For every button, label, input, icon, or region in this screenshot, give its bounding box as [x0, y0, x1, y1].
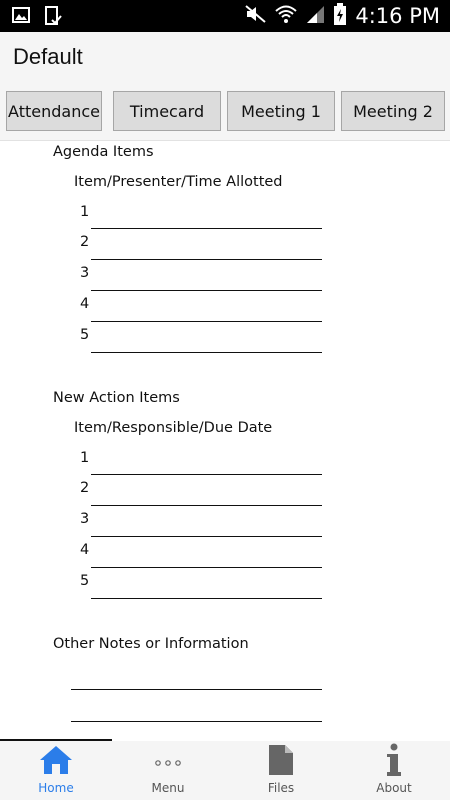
action-number: 4 [80, 542, 90, 558]
meeting-form [0, 141, 450, 739]
action-line-1[interactable] [91, 474, 322, 475]
mute-icon [245, 4, 267, 28]
file-icon [268, 744, 294, 780]
tab-bar [0, 84, 450, 141]
agenda-subtitle: Item/Presenter/Time Allotted [74, 174, 283, 190]
agenda-number: 4 [80, 296, 90, 312]
nav-home-label: Home [38, 781, 74, 795]
bottom-nav [0, 741, 450, 800]
info-icon [386, 743, 402, 781]
nav-home[interactable] [0, 741, 112, 800]
nav-files[interactable] [225, 741, 337, 800]
ellipsis-icon [153, 753, 183, 772]
agenda-line-1[interactable] [91, 228, 322, 229]
notes-line-2[interactable] [71, 721, 322, 722]
page-title: Default [13, 44, 83, 69]
agenda-number: 1 [80, 204, 90, 220]
action-line-3[interactable] [91, 536, 322, 537]
notes-title: Other Notes or Information [53, 636, 249, 652]
action-number: 1 [80, 450, 90, 466]
notes-line-1[interactable] [71, 689, 322, 690]
action-line-2[interactable] [91, 505, 322, 506]
agenda-title: Agenda Items [53, 144, 154, 160]
clock: 4:16 PM [355, 4, 440, 28]
tab-timecard[interactable]: Timecard [113, 91, 221, 131]
agenda-number: 3 [80, 265, 90, 281]
nav-about[interactable] [338, 741, 450, 800]
tab-meeting-1[interactable]: Meeting 1 [227, 91, 335, 131]
battery-charging-icon [333, 3, 347, 29]
app-header [0, 32, 450, 84]
agenda-number: 5 [80, 327, 90, 343]
agenda-line-4[interactable] [91, 321, 322, 322]
image-icon [12, 6, 30, 30]
action-number: 3 [80, 511, 90, 527]
status-bar [0, 0, 450, 32]
action-items-subtitle: Item/Responsible/Due Date [74, 420, 273, 436]
agenda-line-2[interactable] [91, 259, 322, 260]
agenda-line-3[interactable] [91, 290, 322, 291]
clipboard-check-icon [44, 6, 62, 30]
tab-attendance[interactable]: Attendance [6, 91, 102, 131]
nav-menu-label: Menu [151, 781, 185, 795]
tab-meeting-2[interactable]: Meeting 2 [341, 91, 445, 131]
signal-icon [305, 4, 325, 28]
action-line-5[interactable] [91, 598, 322, 599]
action-items-title: New Action Items [53, 390, 180, 406]
home-icon [39, 745, 73, 779]
agenda-line-5[interactable] [91, 352, 322, 353]
agenda-number: 2 [80, 234, 90, 250]
action-line-4[interactable] [91, 567, 322, 568]
nav-about-label: About [376, 781, 412, 795]
nav-files-label: Files [267, 781, 295, 795]
action-number: 5 [80, 573, 90, 589]
nav-menu[interactable] [112, 741, 224, 800]
action-number: 2 [80, 480, 90, 496]
wifi-icon [275, 4, 297, 28]
